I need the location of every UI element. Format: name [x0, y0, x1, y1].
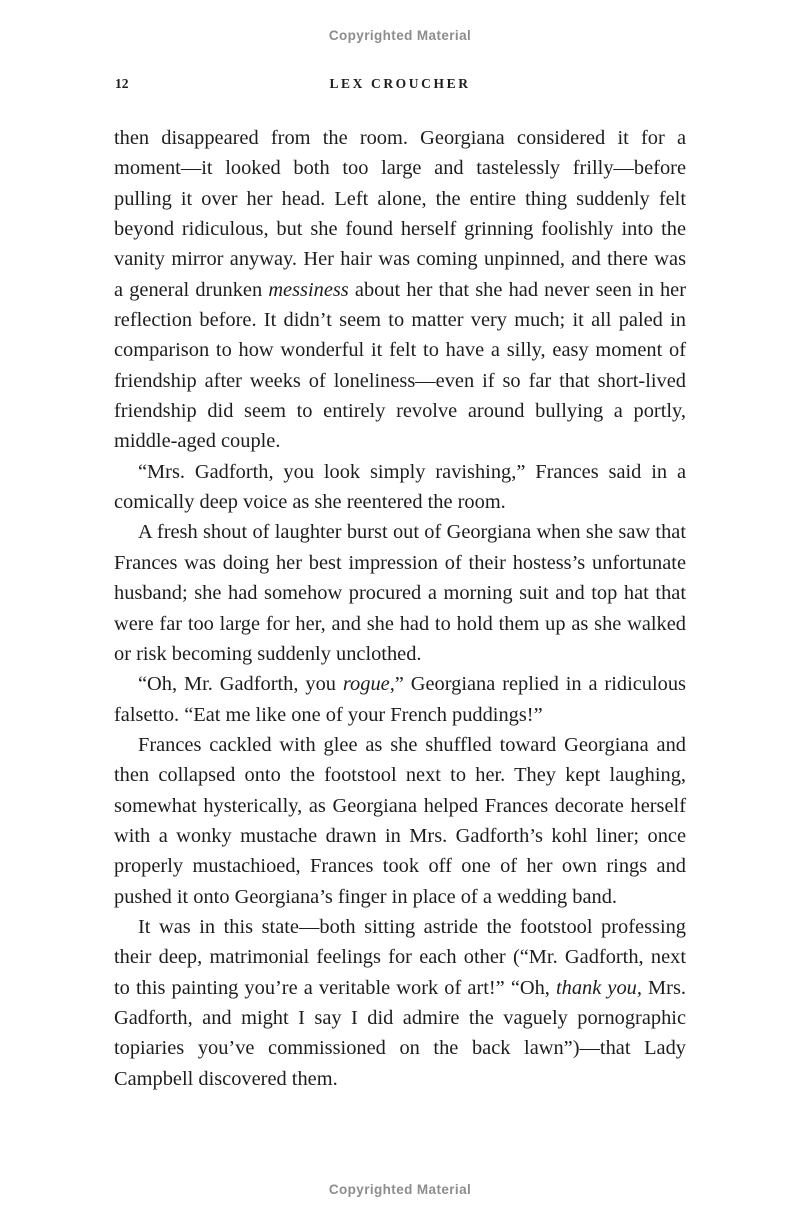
paragraph — [114, 912, 686, 1094]
copyright-notice-top: Copyrighted Material — [328, 28, 472, 43]
body-text — [114, 123, 686, 1094]
italic-text-run: messiness — [268, 278, 349, 301]
italic-text-run: rogue, — [342, 673, 395, 696]
text-run: “Mrs. Gadforth, you look simply ravishing,” Frances said in a comically deep voice as she reentered the room. — [114, 460, 686, 514]
paragraph — [114, 517, 686, 669]
italic-text-run: thank you, — [556, 976, 642, 999]
paragraph — [114, 730, 686, 912]
paragraph — [114, 123, 686, 457]
page-header — [114, 76, 686, 94]
page-number: 12 — [115, 76, 129, 91]
text-run: It was in this state—both sitting astride the footstool professing their deep, matrimonial feelings for each other (“Mr. Gadforth, next to this painting you’re a veritable work of art!” “Oh, — [114, 915, 686, 999]
text-run: ” Georgiana replied in a ridiculous falsetto. “Eat me like one of your French puddings!” — [114, 673, 686, 726]
copyright-notice-bottom: Copyrighted Material — [328, 1182, 472, 1197]
text-run: “Oh, Mr. Gadforth, you — [138, 673, 343, 696]
text-run: Mrs. Gadforth, and might I say I did admire the vaguely pornographic topiaries you’ve commissioned on the back lawn”)—that Lady Campbell discovered them. — [114, 976, 686, 1090]
text-run: Frances cackled with glee as she shuffled toward Georgiana and then collapsed onto the footstool next to her. They kept laughing, somewhat hysterically, as Georgiana helped Frances decorate herself with a wonky mustache drawn in Mrs. Gadforth’s kohl liner; once properly mustachioed, Frances took off one of her own rings and pushed it onto Georgiana’s finger in place of a wedding band. — [114, 733, 686, 908]
text-run: A fresh shout of laughter burst out of Georgiana when she saw that Frances was doing her best impression of their hostess’s unfortunate husband; she had somehow procured a morning suit and top hat that were far too large for her, and she had to hold them up as she walked or risk becoming suddenly unclothed. — [114, 521, 686, 665]
running-head-author: LEX CROUCHER — [329, 76, 471, 91]
text-run: about her that she had never seen in her reflection before. It didn’t seem to matter very much; it all paled in comparison to how wonderful it felt to have a silly, easy moment of friendship after weeks of loneliness—even if so far that short-lived friendship did seem to entirely revolve around bullying a portly, middle-aged couple. — [114, 278, 686, 453]
paragraph — [114, 669, 686, 730]
text-run: then disappeared from the room. Georgiana considered it for a moment—it looked both too large and tastelessly frilly—before pulling it over her head. Left alone, the entire thing suddenly felt beyond ridiculous, but she found herself grinning foolishly into the vanity mirror anyway. Her hair was coming unpinned, and there was a general drunken — [114, 127, 686, 301]
paragraph — [114, 457, 686, 518]
